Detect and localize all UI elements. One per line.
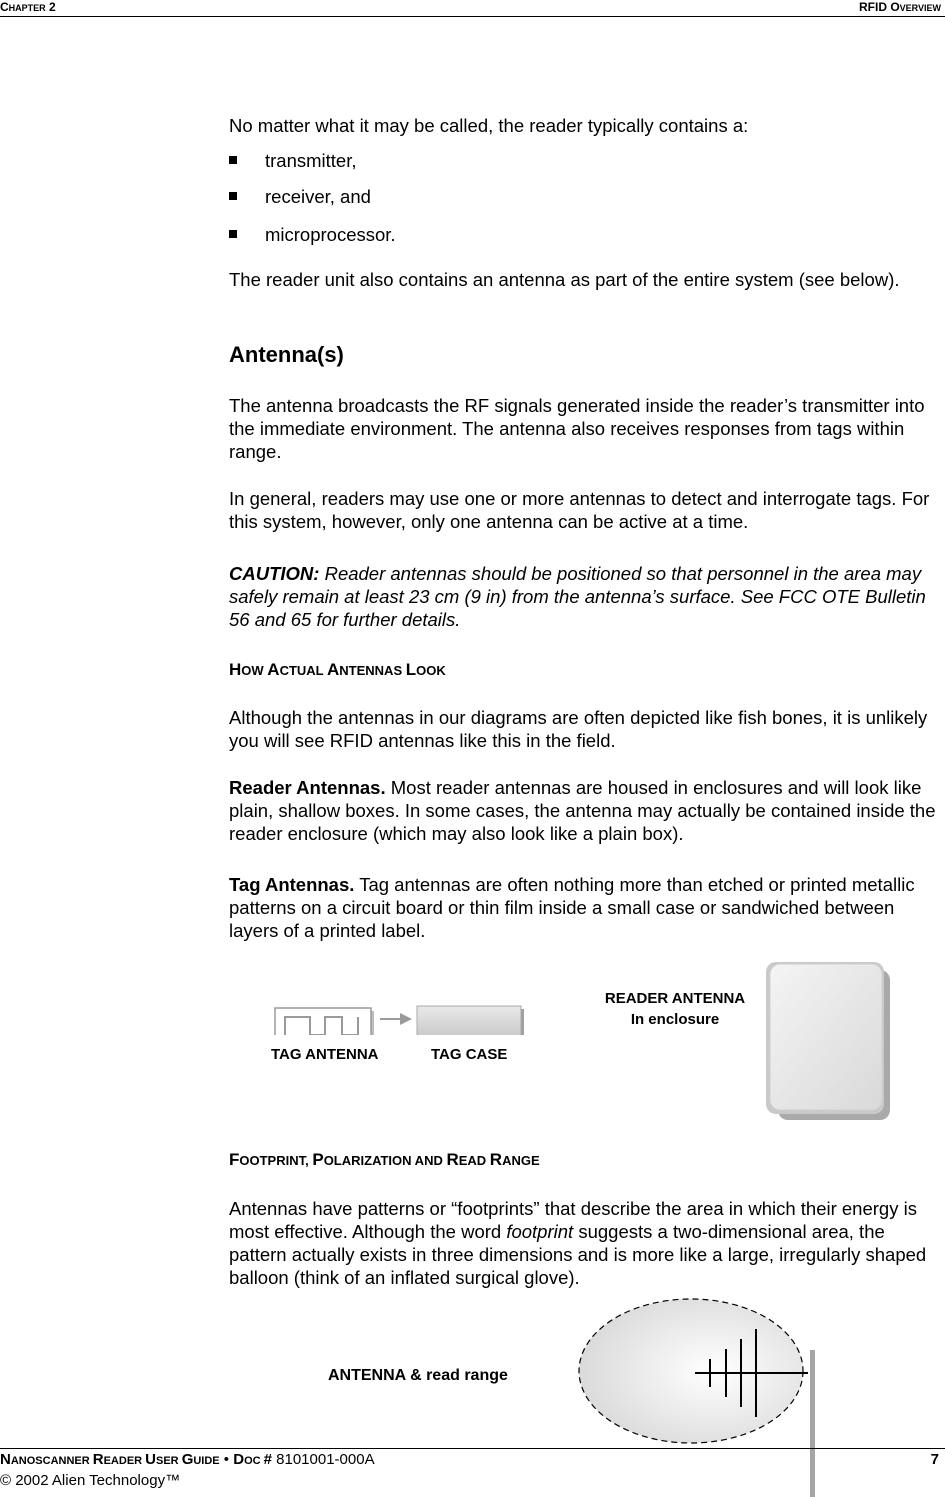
header-title: RFID OVERVIEW	[858, 0, 941, 14]
antenna-mount-pole	[810, 1350, 815, 1497]
header-rule	[0, 16, 945, 17]
page-number: 7	[930, 1451, 939, 1468]
header-chapter: CHAPTER 2	[0, 0, 56, 14]
tag-antennas-paragraph: Tag Antennas. Tag antennas are often nothing more than etched or printed metallic patterns on a circuit board or thin film inside a small case or sandwiched between layers of a printed label.	[229, 874, 915, 941]
caution-paragraph: CAUTION: Reader antennas should be positioned so that personnel in the area may safely remain at least 23 cm (9 in) from the antenna’s surface. See FCC OTE Bulletin 56 and 65 for further details.	[229, 563, 926, 630]
tag-antenna-label: TAG ANTENNA	[271, 1046, 379, 1063]
read-range-figure	[570, 1295, 820, 1497]
subheading-footprint: FOOTPRINT, POLARIZATION AND READ RANGE	[229, 1150, 540, 1169]
tag-case-drawing	[417, 1006, 524, 1035]
antenna-read-range-label: ANTENNA & read range	[328, 1367, 508, 1384]
antenna-paragraph-1: The antenna broadcasts the RF signals generated inside the reader’s transmitter into the immediate environment. The antenna also receives responses from tags within range.	[229, 395, 925, 462]
footer-rule	[0, 1448, 945, 1449]
list-item: microprocessor.	[229, 223, 396, 246]
antenna-paragraph-2: In general, readers may use one or more antennas to detect and interrogate tags. For this system, however, only one antenna can be active at a time.	[229, 488, 930, 532]
reader-antenna-enclosure-drawing	[760, 960, 895, 1125]
bullet-square-icon	[229, 192, 237, 200]
bullet-square-icon	[229, 230, 237, 238]
bullet-square-icon	[229, 156, 237, 164]
footprint-paragraph: Antennas have patterns or “footprints” that describe the area in which their energy is most effective. Although the word footprint suggests a two-dimensional area, the pattern actually exists in three dimensions and is more like a large, irregularly shaped balloon (think of an inflated surgical glove).	[229, 1198, 927, 1288]
footer-copyright: © 2002 Alien Technology™	[0, 1472, 181, 1489]
arrow-right-icon	[380, 1013, 412, 1025]
footer-document-title: NANOSCANNER READER USER GUIDE • DOC # 8101001-000A	[0, 1451, 375, 1468]
section-heading-antennas: Antenna(s)	[229, 342, 344, 367]
look-paragraph-1: Although the antennas in our diagrams are often depicted like fish bones, it is unlikely you will see RFID antennas like this in the field.	[229, 707, 928, 751]
intro-paragraph: No matter what it may be called, the reader typically contains a:	[229, 115, 749, 136]
list-item: transmitter,	[229, 149, 357, 172]
reader-antenna-sublabel: In enclosure	[630, 1011, 720, 1028]
reader-antennas-paragraph: Reader Antennas. Most reader antennas are housed in enclosures and will look like plain, shallow boxes. In some cases, the antenna may actually be contained inside the reader enclosure (which may also look like a plain box).	[229, 777, 936, 844]
tag-antenna-drawing	[275, 1008, 374, 1035]
list-item: receiver, and	[229, 185, 371, 208]
intro2-paragraph: The reader unit also contains an antenna as part of the entire system (see below).	[229, 269, 900, 290]
read-range-balloon	[579, 1299, 803, 1443]
tag-figure	[270, 1005, 530, 1035]
subheading-how-antennas-look: HOW ACTUAL ANTENNAS LOOK	[229, 660, 446, 679]
tag-case-label: TAG CASE	[431, 1046, 508, 1063]
reader-antenna-label: READER ANTENNA	[604, 990, 746, 1007]
